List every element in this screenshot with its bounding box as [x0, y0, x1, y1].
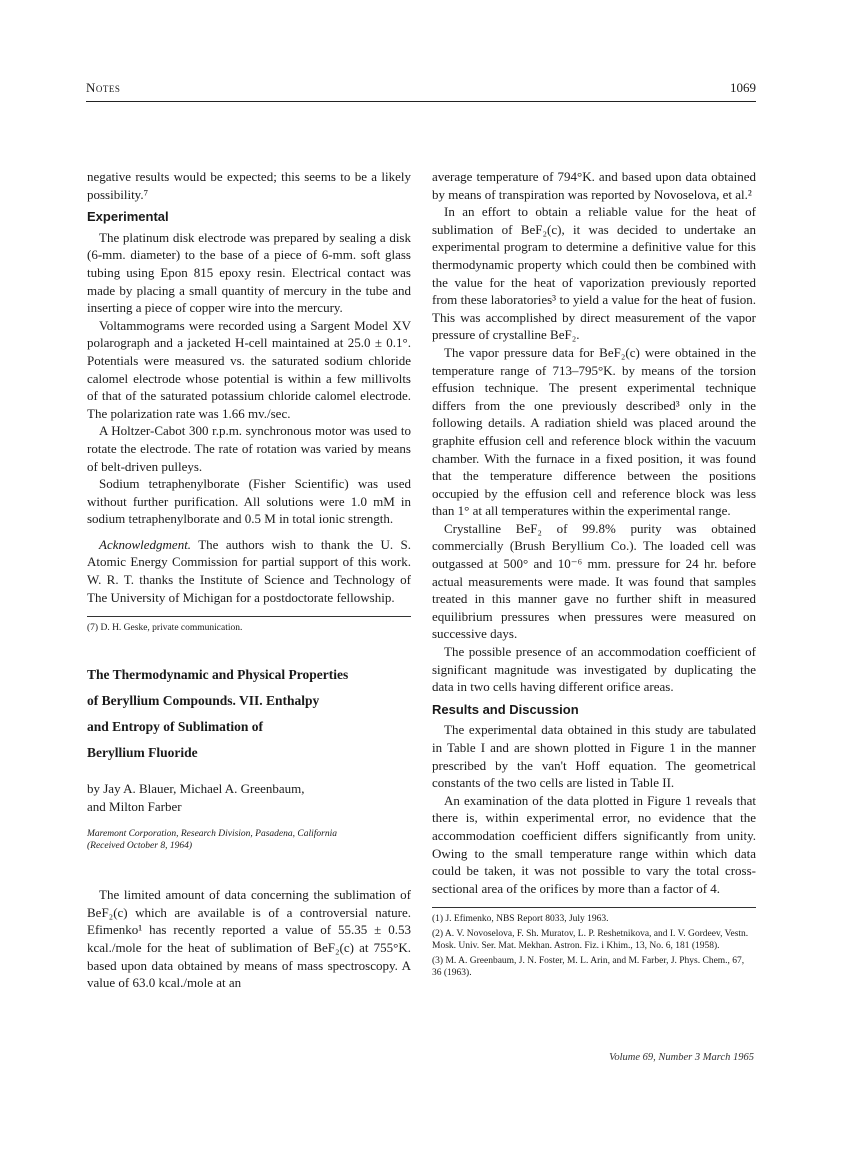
- paragraph: A Holtzer-Cabot 300 r.p.m. synchronous motor was used to rotate the electrode. The rate of rotation was varied by means of belt-driven pulleys.: [87, 423, 411, 474]
- title-line: of Beryllium Compounds. VII. Enthalpy: [87, 693, 320, 709]
- paragraph: The vapor pressure data for BeF₂(c) were obtained in the temperature range of 713–795°K. by means of the torsion effusion technique. The present experimental technique differs from the one previously described³ only in the following details. A radiation shield was placed around the graphite effusion cell and reference block within the vacuum chamber. With the furnace in a fixed position, it was found that the temperature difference between the positions occupied by the effusion cell and reference block was less than 1° at all temperatures within the experimental range.: [432, 344, 756, 519]
- page-number: 1069: [730, 80, 756, 95]
- affiliation: [87, 828, 411, 852]
- affiliation-line: Maremont Corporation, Research Division, Pasadena, California: [87, 829, 337, 840]
- footnote-1: (1) J. Efimenko, NBS Report 8033, July 1963.: [432, 914, 609, 925]
- section-heading-results: Results and Discussion: [432, 701, 579, 717]
- running-header: [86, 80, 756, 100]
- right-column: [432, 168, 756, 982]
- footnote-2: (2) A. V. Novoselova, F. Sh. Muratov, L. P. Reshetnikova, and I. V. Gordeev, Vestn. Mosk. Univ. Ser. Mat. Mekhan. Astron. Fiz. i Khim., 13, No. 6, 181 (1958).: [432, 929, 749, 952]
- acknowledgment-label: Acknowledgment.: [99, 536, 192, 552]
- section-heading-experimental: Experimental: [87, 209, 169, 225]
- header-rule: [86, 101, 756, 102]
- paragraph: In an effort to obtain a reliable value for the heat of sublimation of BeF₂(c), it was decided to undertake an experimental program to determine a definitive value for this thermodynamic property which could then be combined with the value for the heat of vaporization previously reported from these laboratories³ to yield a value for the heat of fusion. This was accomplished by direct measurement of the vapor pressure of crystalline BeF₂.: [432, 204, 756, 343]
- paragraph: The platinum disk electrode was prepared by sealing a disk (6-mm. diameter) to the base of a piece of 6-mm. soft glass tubing using Epon 815 epoxy resin. Electrical contact was made by placing a small quantity of mercury in the tube and inserting a piece of copper wire into the mercury.: [87, 229, 411, 316]
- title-line: The Thermodynamic and Physical Properties: [87, 667, 349, 683]
- journal-footer: Volume 69, Number 3 March 1965: [609, 1052, 754, 1063]
- footnote-7: (7) D. H. Geske, private communication.: [87, 623, 243, 634]
- footnote-rule: [87, 616, 411, 617]
- acknowledgment: [87, 536, 411, 606]
- authors: [87, 780, 411, 816]
- paragraph: Crystalline BeF₂ of 99.8% purity was obtained commercially (Brush Beryllium Co.). The loaded cell was outgassed at 500° and 10⁻⁶ mm. pressure for 24 hr. before actual measurements were made. It was found that samples treated in this manner gave no further shift in measured equilibrium pressures when pressures were measured on successive days.: [432, 520, 756, 642]
- footnote-3: (3) M. A. Greenbaum, J. N. Foster, M. L. Arin, and M. Farber, J. Phys. Chem., 67, 36 (1963).: [432, 956, 745, 979]
- authors-line: by Jay A. Blauer, Michael A. Greenbaum,: [87, 781, 305, 797]
- footnote-rule: [432, 907, 756, 908]
- paragraph: average temperature of 794°K. and based upon data obtained by means of transpiration was reported by Novoselova, et al.²: [432, 169, 756, 202]
- paragraph: negative results would be expected; this seems to be a likely possibility.⁷: [87, 169, 411, 202]
- article-title: [87, 662, 411, 766]
- paragraph: Sodium tetraphenylborate (Fisher Scientific) was used without further purification. All solutions were 1.0 mM in sodium tetraphenylborate and 0.5 M in total ionic strength.: [87, 476, 411, 527]
- authors-line: and Milton Farber: [87, 799, 182, 815]
- paragraph: Voltammograms were recorded using a Sargent Model XV polarograph and a jacketed H-cell maintained at 25.0 ± 0.1°. Potentials were measured vs. the saturated sodium chloride calomel electrode whose potential is within a few millivolts of that of the saturated potassium chloride calomel electrode. The polarization rate was 1.66 mv./sec.: [87, 317, 411, 421]
- paragraph: An examination of the data plotted in Figure 1 reveals that there is, within experimental error, no evidence that the accommodation coefficient differs significantly from unity. Owing to the small temperature range within which data could be taken, it was not possible to vary the total cross-sectional area of the orifices by more than a factor of 4.: [432, 792, 756, 896]
- left-column: [87, 168, 411, 992]
- title-line: and Entropy of Sublimation of: [87, 719, 264, 735]
- acknowledgment-text: The authors wish to thank the U. S. Atomic Energy Commission for partial support of this work. W. R. T. thanks the Institute of Science and Technology of The University of Michigan for a postdoctorate fellowship.: [87, 536, 411, 605]
- received-date: (Received October 8, 1964): [87, 841, 192, 852]
- paragraph: The experimental data obtained in this study are tabulated in Table I and are shown plotted in Figure 1 in the manner prescribed by the van't Hoff equation. The geometrical constants of the two cells are listed in Table II.: [432, 722, 756, 791]
- title-line: Beryllium Fluoride: [87, 745, 198, 761]
- paragraph: The possible presence of an accommodation coefficient of significant magnitude was investigated by duplicating the data in two cells having different orifice areas.: [432, 644, 756, 695]
- section-title: Notes: [86, 80, 121, 95]
- paragraph: The limited amount of data concerning the sublimation of BeF₂(c) which are available is of a controversial nature. Efimenko¹ has recently reported a value of 55.35 ± 0.53 kcal./mole for the heat of sublimation of BeF₂(c) at 755°K. based upon data obtained by means of mass spectroscopy. A value of 63.0 kcal./mole at an: [87, 887, 411, 991]
